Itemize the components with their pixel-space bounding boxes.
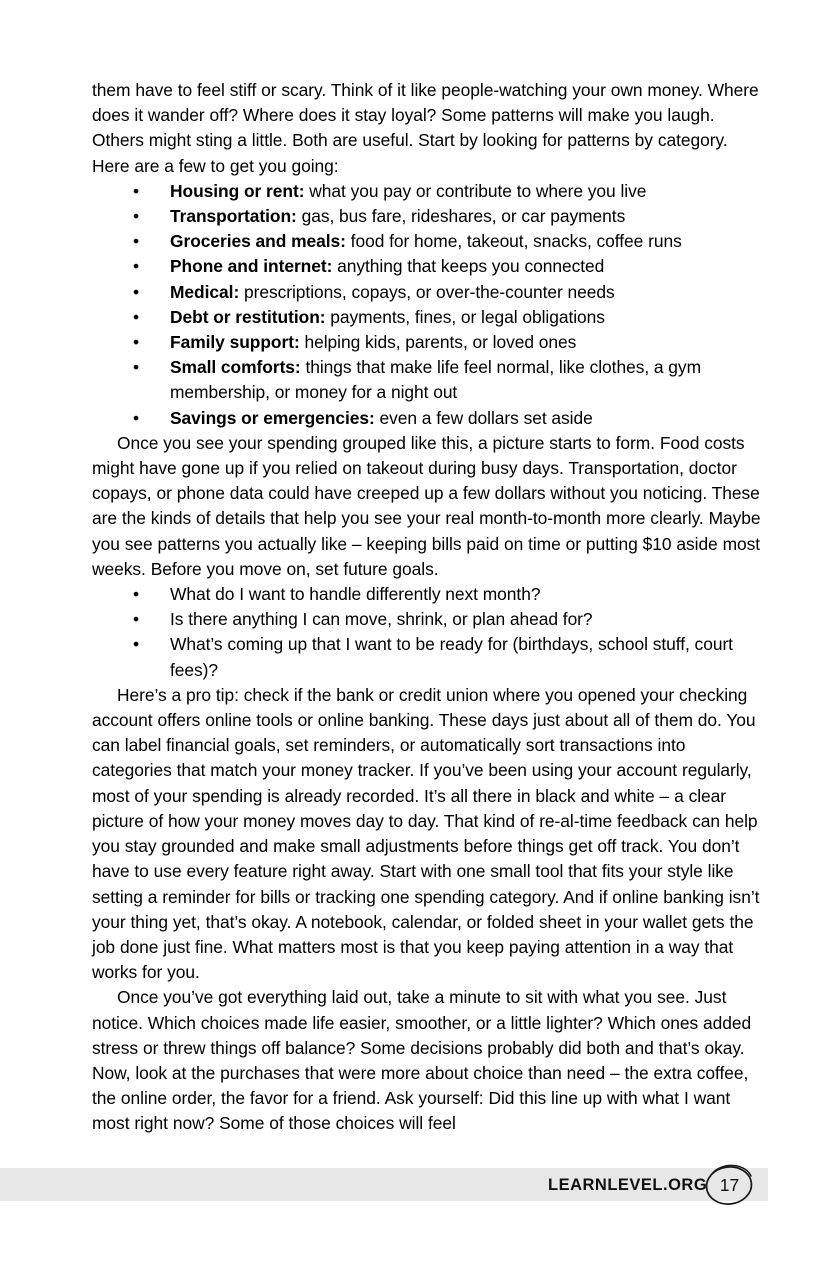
- bullet-icon: •: [133, 332, 140, 353]
- list-item-description: helping kids, parents, or loved ones: [299, 332, 577, 353]
- paragraph-intro: them have to feel stiff or scary. Think of it like people-watching your own money. Where does it wander off? Where does it stay loyal? Some patterns will make you laugh. Others might sting a little. Both are useful. Start by looking for patterns by category. Here are a few to get you going:: [92, 80, 759, 176]
- list-item: [92, 179, 768, 204]
- bullet-icon: •: [133, 357, 140, 378]
- list-item-description: even a few dollars set aside: [374, 407, 593, 428]
- list-item: [92, 607, 768, 632]
- list-item: [92, 254, 768, 279]
- list-item-term: Groceries and meals:: [170, 231, 346, 252]
- paragraph-after-categories: Once you see your spending grouped like this, a picture starts to form. Food costs might have gone up if you relied on takeout during busy days. Transportation, doctor copays, or phone data could have creeped up a few dollars without you noticing. These are the kinds of details that help you see your real month-to-month more clearly. Maybe you see patterns you actually like – keeping bills paid on time or putting $10 aside most weeks. Before you move on, set future goals.: [92, 432, 761, 579]
- page-content: [92, 78, 768, 1137]
- list-item: [92, 632, 768, 682]
- bullet-icon: •: [133, 206, 140, 227]
- list-item-term: Housing or rent:: [170, 180, 305, 201]
- page-number-badge: [703, 1161, 755, 1207]
- list-item: [92, 305, 768, 330]
- list-item-description: prescriptions, copays, or over-the-counter needs: [239, 281, 615, 302]
- footer-brand-label: LEARNLEVEL.ORG: [548, 1176, 708, 1194]
- page-number: 17: [719, 1174, 740, 1195]
- list-item-description: payments, fines, or legal obligations: [325, 306, 605, 327]
- list-item-term: Transportation:: [170, 206, 297, 227]
- bullet-icon: •: [133, 407, 140, 428]
- list-item-description: What’s coming up that I want to be ready for (birthdays, school stuff, court fees)?: [170, 634, 733, 680]
- list-item-term: Debt or restitution:: [170, 306, 326, 327]
- list-item-description: food for home, takeout, snacks, coffee runs: [345, 231, 682, 252]
- bullet-icon: •: [133, 281, 140, 302]
- list-item: [92, 330, 768, 355]
- bullet-icon: •: [133, 256, 140, 277]
- list-item-description: things that make life feel normal, like clothes, a gym membership, or money for a night out: [170, 357, 702, 403]
- list-item: [92, 204, 768, 229]
- list-item-term: Medical:: [170, 281, 240, 302]
- bullet-icon: •: [133, 306, 140, 327]
- list-item-description: what you pay or contribute to where you live: [304, 180, 647, 201]
- list-item-term: Family support:: [170, 332, 300, 353]
- bullet-icon: •: [133, 584, 140, 605]
- list-item-description: anything that keeps you connected: [332, 256, 605, 277]
- list-item-term: Small comforts:: [170, 357, 301, 378]
- list-item: [92, 355, 768, 405]
- bullet-icon: •: [133, 609, 140, 630]
- bullet-icon: •: [133, 231, 140, 252]
- list-item-description: gas, bus fare, rideshares, or car payments: [296, 206, 626, 227]
- paragraph-pro-tip: Here’s a pro tip: check if the bank or credit union where you opened your checking account offers online tools or online banking. These days just about all of them do. You can label financial goals, set reminders, or automatically sort transactions into categories that match your money tracker. If you’ve been using your account regularly, most of your spending is already recorded. It’s all there in black and white – a clear picture of how your money moves day to day. That kind of re-al-time feedback can help you stay grounded and make small adjustments before things get off track. You don’t have to use every feature right away. Start with one small tool that fits your style like setting a reminder for bills or tracking one spending category. And if online banking isn’t your thing yet, that’s okay. A notebook, calendar, or folded sheet in your wallet gets the job done just fine. What matters most is that you keep paying attention in a way that works for you.: [92, 684, 760, 983]
- future-goals-question-list: [92, 582, 768, 683]
- bullet-icon: •: [133, 634, 140, 655]
- list-item: [92, 229, 768, 254]
- list-item: [92, 406, 768, 431]
- list-item: [92, 280, 768, 305]
- paragraph-reflection: Once you’ve got everything laid out, take a minute to sit with what you see. Just notice. Which choices made life easier, smoother, or a little lighter? Which ones added stress or threw things off balance? Some decisions probably did both and that’s okay. Now, look at the purchases that were more about choice than need – the extra coffee, the online order, the favor for a friend. Ask yourself: Did this line up with what I want most right now? Some of those choices will feel: [92, 987, 752, 1134]
- list-item-description: What do I want to handle differently next month?: [170, 584, 541, 605]
- bullet-icon: •: [133, 180, 140, 201]
- list-item: [92, 582, 768, 607]
- list-item-term: Phone and internet:: [170, 256, 333, 277]
- list-item-description: Is there anything I can move, shrink, or plan ahead for?: [170, 609, 593, 630]
- spending-category-list: [92, 179, 768, 431]
- list-item-term: Savings or emergencies:: [170, 407, 375, 428]
